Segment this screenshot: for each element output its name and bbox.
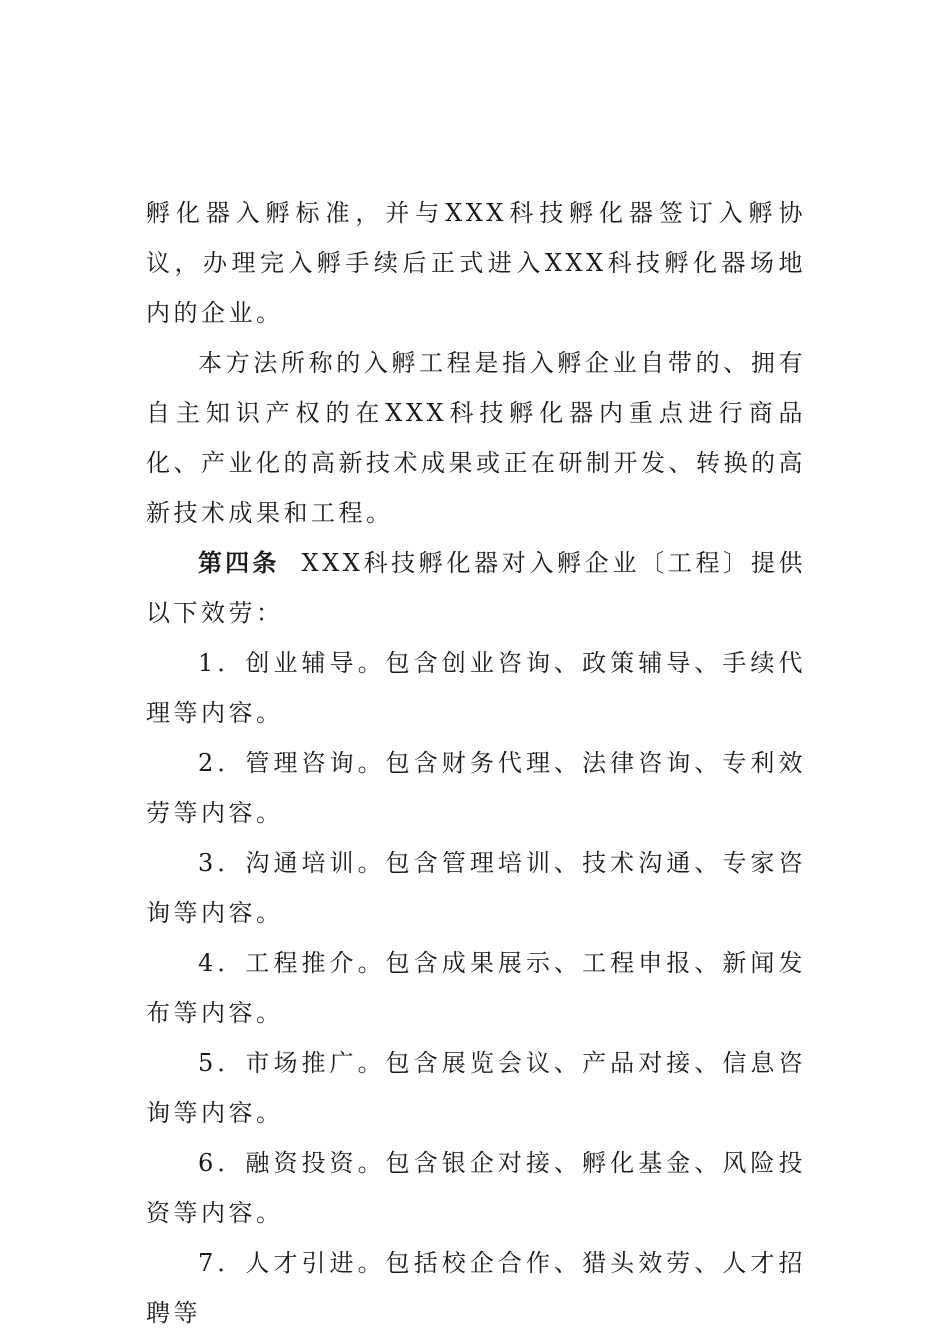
paragraph-definition: 本方法所称的入孵工程是指入孵企业自带的、拥有自主知识产权的在XXX科技孵化器内重点进行商品化、产业化的高新技术成果或正在研制开发、转换的高新技术成果和工程。 [146,349,806,527]
service-item-7: 7．人才引进。包括校企合作、猎头效劳、人才招聘等 [146,1249,806,1327]
service-item-4: 4．工程推介。包含成果展示、工程申报、新闻发布等内容。 [146,949,806,1027]
paragraph-continuation: 孵化器入孵标准，并与XXX科技孵化器签订入孵协议，办理完入孵手续后正式进入XXX科技孵化器场地内的企业。 [146,199,806,327]
service-item-5: 5．市场推广。包含展览会议、产品对接、信息咨询等内容。 [146,1049,806,1127]
document-body [146,188,806,1338]
service-item-6: 6．融资投资。包含银企对接、孵化基金、风险投资等内容。 [146,1149,806,1227]
article-paragraph [146,538,806,638]
article-number: 第四条 [198,549,280,577]
service-item-2: 2．管理咨询。包含财务代理、法律咨询、专利效劳等内容。 [146,749,806,827]
article-text: XXX科技孵化器对入孵企业〔工程〕提供以下效劳： [146,549,806,627]
service-item-1: 1．创业辅导。包含创业咨询、政策辅导、手续代理等内容。 [146,649,806,727]
service-item-3: 3．沟通培训。包含管理培训、技术沟通、专家咨询等内容。 [146,849,806,927]
